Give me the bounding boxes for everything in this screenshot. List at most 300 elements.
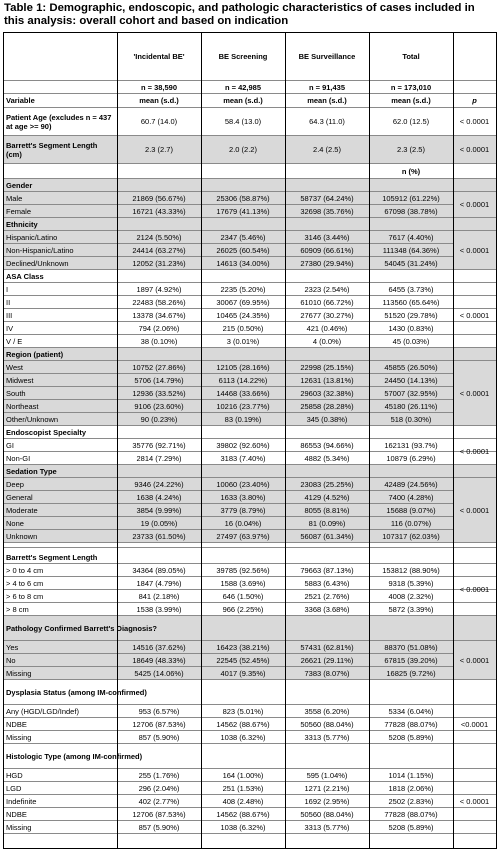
row-label: Unknown [6, 531, 38, 541]
p-value: < 0.0001 [459, 117, 490, 126]
value-cell: 13378 (34.67%) [132, 310, 186, 320]
section-title: Barrett's Segment Length [6, 552, 98, 562]
value-cell: 345 (0.38%) [306, 414, 348, 424]
value-cell: 34364 (89.05%) [132, 565, 186, 575]
value-cell: 17679 (41.13%) [216, 206, 270, 216]
value-cell: 2.0 (2.2) [229, 145, 257, 154]
row-label: No [6, 655, 16, 665]
value-cell: 77828 (88.07%) [384, 809, 438, 819]
row-label: Missing [6, 732, 32, 742]
row-divider [4, 542, 496, 543]
row-label: Any (HGD/LGD/Indef) [6, 706, 79, 716]
row-label: Moderate [6, 505, 38, 515]
value-cell: 116 (0.07%) [390, 518, 432, 528]
percent-header-row [4, 164, 496, 178]
blank [117, 164, 201, 178]
value-cell: 60.7 (14.0) [140, 117, 178, 126]
table-row [4, 577, 496, 589]
table-row [4, 731, 496, 743]
value-cell: 24414 (63.27%) [132, 245, 186, 255]
value-cell: 77828 (88.07%) [384, 719, 438, 729]
value-cell: 953 (6.57%) [138, 706, 180, 716]
row-label: LGD [6, 783, 22, 793]
n-count: n = 91,435 [308, 82, 346, 92]
value-cell: 39802 (92.60%) [216, 440, 270, 450]
value-cell: 1897 (4.92%) [136, 284, 182, 294]
value-cell: 3558 (6.20%) [304, 706, 350, 716]
value-cell: 2.3 (2.5) [397, 145, 425, 154]
table-row [4, 718, 496, 730]
value-cell: 153812 (88.90%) [382, 565, 440, 575]
value-cell: 5883 (6.43%) [304, 578, 350, 588]
value-cell: 64.3 (11.0) [309, 117, 345, 126]
section-title: ASA Class [6, 271, 44, 281]
section-header [4, 465, 496, 477]
table-row [4, 782, 496, 794]
table-row [4, 309, 496, 321]
value-cell: 5208 (5.89%) [388, 822, 434, 832]
value-cell: 4882 (5.34%) [304, 453, 350, 463]
column-header: 'Incidental BE' [133, 52, 185, 61]
value-cell: 1038 (6.32%) [220, 732, 266, 742]
row-label: Deep [6, 479, 24, 489]
table-row [4, 491, 496, 503]
column-header: BE Surveillance [298, 52, 356, 61]
value-cell: 61010 (66.72%) [300, 297, 354, 307]
value-cell: 113560 (65.64%) [382, 297, 440, 307]
value-cell: 51520 (29.78%) [384, 310, 438, 320]
section-header [4, 348, 496, 360]
value-cell: 79663 (87.13%) [300, 565, 354, 575]
value-cell: 7400 (4.28%) [388, 492, 434, 502]
value-cell: 10879 (6.29%) [386, 453, 436, 463]
value-cell: 67815 (39.20%) [384, 655, 438, 665]
row-label: Barrett's Segment Length (cm) [6, 140, 98, 159]
value-cell: 58737 (64.24%) [300, 193, 354, 203]
table-row [4, 517, 496, 529]
table-row [4, 335, 496, 347]
value-cell: 107317 (62.03%) [382, 531, 440, 541]
value-cell: 2814 (7.29%) [136, 453, 182, 463]
table-row [4, 361, 496, 373]
column-rule [369, 33, 370, 848]
data-table [3, 32, 497, 849]
value-cell: 22998 (25.15%) [300, 362, 354, 372]
table-row [4, 603, 496, 615]
section-header [4, 744, 496, 768]
table-row [4, 478, 496, 490]
value-cell: 966 (2.25%) [222, 604, 264, 614]
value-cell: 162131 (93.7%) [384, 440, 438, 450]
value-cell: 45855 (26.50%) [384, 362, 438, 372]
value-cell: 12936 (33.52%) [132, 388, 186, 398]
value-cell: 23733 (61.50%) [132, 531, 186, 541]
value-cell: 67098 (38.78%) [384, 206, 438, 216]
value-cell: 2323 (2.54%) [304, 284, 350, 294]
section-header [4, 551, 496, 563]
table-row [4, 192, 496, 204]
row-label: Patient Age (excludes n = 437 at age >= 90) [6, 112, 112, 131]
value-cell: 26621 (29.11%) [300, 655, 354, 665]
section-title: Endoscopist Specialty [6, 427, 87, 437]
row-label: Declined/Unknown [6, 258, 69, 268]
p-value: < 0.0001 [459, 585, 490, 594]
value-cell: 83 (0.19%) [224, 414, 262, 424]
value-cell: 21869 (56.67%) [132, 193, 186, 203]
value-cell: 111348 (64.36%) [382, 245, 440, 255]
value-cell: 4017 (9.35%) [220, 668, 266, 678]
p-value: < 0.0001 [453, 361, 496, 425]
row-label: II [6, 297, 11, 307]
table-row [4, 108, 496, 135]
value-cell: 7383 (8.07%) [304, 668, 350, 678]
row-label: South [6, 388, 26, 398]
value-cell: 794 (2.06%) [138, 323, 180, 333]
value-cell: 90 (0.23%) [140, 414, 178, 424]
section-title: Gender [6, 180, 33, 190]
table-row [4, 387, 496, 399]
n-count: n = 42,985 [224, 82, 262, 92]
table-row [4, 654, 496, 666]
value-cell: 1538 (3.99%) [136, 604, 182, 614]
value-cell: 24450 (14.13%) [384, 375, 438, 385]
value-cell: 62.0 (12.5) [392, 117, 430, 126]
n-row-label [4, 81, 117, 93]
value-cell: 16 (0.04%) [224, 518, 262, 528]
column-rule [285, 33, 286, 848]
value-cell: 12105 (28.16%) [216, 362, 270, 372]
section-header [4, 680, 496, 704]
table-row [4, 590, 496, 602]
table-row [4, 795, 496, 807]
value-cell: 50560 (88.04%) [300, 719, 354, 729]
value-cell: 2235 (5.20%) [220, 284, 266, 294]
value-cell: 5425 (14.06%) [134, 668, 184, 678]
value-cell: 421 (0.46%) [306, 323, 348, 333]
value-cell: 32698 (35.76%) [300, 206, 354, 216]
table-row [4, 439, 496, 451]
row-label: HGD [6, 770, 23, 780]
value-cell: 57431 (62.81%) [300, 642, 354, 652]
p-value: < 0.0001 [453, 478, 496, 542]
value-cell: 5706 (14.79%) [134, 375, 184, 385]
value-cell: 9318 (5.39%) [388, 578, 434, 588]
section-title: Histologic Type (among IM-confirmed) [6, 751, 143, 761]
table-row [4, 283, 496, 295]
table-caption: Table 1: Demographic, endoscopic, and pathologic characteristics of cases included in this analysis: overall cohort and based on indication [4, 2, 475, 27]
value-cell: 12706 (87.53%) [132, 719, 186, 729]
value-cell: 27677 (30.27%) [300, 310, 354, 320]
corner-cell [4, 33, 117, 80]
value-cell: 27380 (29.94%) [300, 258, 354, 268]
row-label: > 8 cm [6, 604, 29, 614]
value-cell: 86553 (94.66%) [300, 440, 354, 450]
value-cell: 14613 (34.00%) [216, 258, 270, 268]
row-label: General [6, 492, 33, 502]
value-cell: 16423 (38.21%) [216, 642, 270, 652]
value-cell: 19 (0.05%) [140, 518, 178, 528]
section-title: Ethnicity [6, 219, 38, 229]
value-cell: 2.3 (2.7) [145, 145, 173, 154]
value-cell: 50560 (88.04%) [300, 809, 354, 819]
value-cell: 4129 (4.52%) [304, 492, 350, 502]
p-value: < 0.0001 [459, 145, 490, 154]
value-cell: 12706 (87.53%) [132, 809, 186, 819]
value-cell: 10752 (27.86%) [132, 362, 186, 372]
stat-header: mean (s.d.) [307, 96, 347, 105]
row-divider [4, 547, 496, 548]
p-value: < 0.0001 [453, 192, 496, 217]
value-cell: 857 (5.90%) [138, 732, 180, 742]
value-cell: 6113 (14.22%) [218, 375, 268, 385]
value-cell: 22545 (52.45%) [216, 655, 270, 665]
stat-header: mean (s.d.) [139, 96, 179, 105]
value-cell: 23083 (25.25%) [300, 479, 354, 489]
value-cell: 15688 (9.07%) [386, 505, 436, 515]
value-cell: 3 (0.01%) [226, 336, 260, 346]
table-row [4, 564, 496, 576]
value-cell: 1430 (0.83%) [388, 323, 434, 333]
value-cell: 215 (0.50%) [222, 323, 264, 333]
value-cell: 35776 (92.71%) [132, 440, 186, 450]
row-label: None [6, 518, 24, 528]
p-value: <0.0001 [460, 719, 489, 729]
value-cell: 88370 (51.08%) [384, 642, 438, 652]
value-cell: 27497 (63.97%) [216, 531, 270, 541]
value-cell: 58.4 (13.0) [224, 117, 262, 126]
table-row [4, 136, 496, 163]
n-count: n = 38,590 [140, 82, 178, 92]
value-cell: 4008 (2.32%) [388, 591, 434, 601]
value-cell: 10060 (23.40%) [216, 479, 270, 489]
value-cell: 2.4 (2.5) [313, 145, 341, 154]
value-cell: 30067 (69.95%) [216, 297, 270, 307]
table-row [4, 641, 496, 653]
value-cell: 57007 (32.95%) [384, 388, 438, 398]
value-cell: 6455 (3.73%) [388, 284, 434, 294]
value-cell: 105912 (61.22%) [382, 193, 440, 203]
p-value: < 0.0001 [453, 641, 496, 679]
value-cell: 16825 (9.72%) [386, 668, 436, 678]
value-cell: 3313 (5.77%) [304, 732, 350, 742]
value-cell: 18649 (48.33%) [132, 655, 186, 665]
section-title: Region (patient) [6, 349, 64, 359]
value-cell: 857 (5.90%) [138, 822, 180, 832]
row-label: Other/Unknown [6, 414, 59, 424]
blank [201, 164, 285, 178]
row-label: Non-Hispanic/Latino [6, 245, 74, 255]
value-cell: 518 (0.30%) [390, 414, 432, 424]
value-cell: 823 (5.01%) [222, 706, 264, 716]
row-label: IV [6, 323, 14, 333]
column-header-row [4, 33, 496, 80]
column-rule [201, 33, 202, 848]
value-cell: 251 (1.53%) [222, 783, 264, 793]
p-value: < 0.0001 [453, 231, 496, 269]
table-row [4, 705, 496, 717]
percent-header: n (%) [401, 166, 421, 176]
value-cell: 1818 (2.06%) [388, 783, 434, 793]
value-cell: 22483 (58.26%) [132, 297, 186, 307]
blank [453, 164, 496, 178]
value-cell: 25306 (58.87%) [216, 193, 270, 203]
section-header [4, 179, 496, 191]
value-cell: 4 (0.0%) [312, 336, 342, 346]
value-cell: 2502 (2.83%) [388, 796, 434, 806]
value-cell: 3146 (3.44%) [304, 232, 350, 242]
row-label: West [6, 362, 23, 372]
value-cell: 42489 (24.56%) [384, 479, 438, 489]
value-cell: 646 (1.50%) [222, 591, 264, 601]
section-title: Pathology Confirmed Barrett's Diagnosis? [6, 623, 157, 633]
value-cell: 5334 (6.04%) [388, 706, 434, 716]
value-cell: 1847 (4.79%) [136, 578, 182, 588]
section-title: Sedation Type [6, 466, 57, 476]
value-cell: 14468 (33.66%) [216, 388, 270, 398]
value-cell: 1633 (3.80%) [220, 492, 266, 502]
row-label: GI [6, 440, 14, 450]
row-label: I [6, 284, 9, 294]
value-cell: 296 (2.04%) [138, 783, 180, 793]
section-header [4, 616, 496, 640]
table-row [4, 530, 496, 542]
table-row [4, 667, 496, 679]
value-cell: 12631 (13.81%) [300, 375, 354, 385]
value-cell: 1692 (2.95%) [304, 796, 350, 806]
row-label: III [6, 310, 13, 320]
value-cell: 2521 (2.76%) [304, 591, 350, 601]
table-row [4, 413, 496, 425]
table-row [4, 452, 496, 464]
value-cell: 14516 (37.62%) [132, 642, 186, 652]
row-label: Non-GI [6, 453, 31, 463]
value-cell: 1038 (6.32%) [220, 822, 266, 832]
value-cell: 3183 (7.40%) [220, 453, 266, 463]
row-label: Yes [6, 642, 19, 652]
value-cell: 39785 (92.56%) [216, 565, 270, 575]
column-rule [453, 33, 454, 848]
section-header [4, 270, 496, 282]
value-cell: 45180 (26.11%) [384, 401, 438, 411]
p-value: < 0.0001 [459, 447, 490, 456]
stat-header: mean (s.d.) [223, 96, 263, 105]
n-count: n = 173,010 [390, 82, 432, 92]
column-header: Total [402, 52, 420, 61]
value-cell: 3313 (5.77%) [304, 822, 350, 832]
table-row [4, 205, 496, 217]
row-label: Missing [6, 822, 32, 832]
value-cell: 38 (0.10%) [140, 336, 178, 346]
stat-header: mean (s.d.) [391, 96, 431, 105]
value-cell: 841 (2.18%) [138, 591, 180, 601]
value-cell: 164 (1.00%) [222, 770, 264, 780]
value-cell: 45 (0.03%) [392, 336, 430, 346]
row-label: V / E [6, 336, 23, 346]
value-cell: 2124 (5.50%) [136, 232, 182, 242]
value-cell: 9106 (23.60%) [134, 401, 184, 411]
value-cell: 5208 (5.89%) [388, 732, 434, 742]
value-cell: 81 (0.09%) [308, 518, 346, 528]
value-cell: 10216 (23.77%) [216, 401, 270, 411]
table-row [4, 504, 496, 516]
row-label: > 0 to 4 cm [6, 565, 44, 575]
column-header: BE Screening [218, 52, 268, 61]
value-cell: 3368 (3.68%) [304, 604, 350, 614]
value-cell: 16721 (43.33%) [132, 206, 186, 216]
value-cell: 402 (2.77%) [138, 796, 180, 806]
table-row [4, 296, 496, 308]
table-row [4, 257, 496, 269]
p-value: < 0.0001 [459, 796, 490, 806]
section-header [4, 218, 496, 230]
row-label: NDBE [6, 719, 27, 729]
table-row [4, 821, 496, 833]
value-cell: 25858 (28.28%) [300, 401, 354, 411]
value-cell: 10465 (24.35%) [216, 310, 270, 320]
value-cell: 7617 (4.40%) [388, 232, 434, 242]
value-cell: 12052 (31.23%) [132, 258, 186, 268]
value-cell: 255 (1.76%) [138, 770, 180, 780]
row-label: Indefinite [6, 796, 37, 806]
value-cell: 14562 (88.67%) [216, 809, 270, 819]
table-row [4, 769, 496, 781]
value-cell: 3779 (8.79%) [220, 505, 266, 515]
blank [285, 164, 369, 178]
value-cell: 408 (2.48%) [222, 796, 264, 806]
table-row [4, 231, 496, 243]
row-divider [4, 833, 496, 834]
n-row [4, 81, 496, 93]
table-row [4, 400, 496, 412]
table-row [4, 808, 496, 820]
value-cell: 595 (1.04%) [306, 770, 348, 780]
table-row [4, 374, 496, 386]
blank [4, 164, 117, 178]
value-cell: 3854 (9.99%) [136, 505, 182, 515]
value-cell: 60909 (66.61%) [300, 245, 354, 255]
p-header-blank [453, 33, 496, 80]
value-cell: 8055 (8.81%) [304, 505, 350, 515]
value-cell: 1271 (2.21%) [304, 783, 350, 793]
row-label: > 4 to 6 cm [6, 578, 44, 588]
value-cell: 56087 (61.34%) [300, 531, 354, 541]
value-cell: 9346 (24.22%) [134, 479, 184, 489]
row-label: NDBE [6, 809, 27, 819]
row-label: > 6 to 8 cm [6, 591, 44, 601]
row-label: Missing [6, 668, 32, 678]
variable-header-row [4, 94, 496, 107]
row-label: Male [6, 193, 23, 203]
value-cell: 29603 (32.38%) [300, 388, 354, 398]
value-cell: 2347 (5.46%) [220, 232, 266, 242]
p-value: < 0.0001 [459, 310, 490, 320]
value-cell: 1588 (3.69%) [220, 578, 266, 588]
value-cell: 14562 (88.67%) [216, 719, 270, 729]
n-row-p [453, 81, 496, 93]
value-cell: 5872 (3.39%) [388, 604, 434, 614]
value-cell: 1638 (4.24%) [136, 492, 182, 502]
row-label: Northeast [6, 401, 39, 411]
column-rule [117, 33, 118, 848]
p-header: p [472, 96, 477, 105]
table-row [4, 244, 496, 256]
value-cell: 26025 (60.54%) [216, 245, 270, 255]
section-header [4, 426, 496, 438]
variable-header: Variable [6, 96, 35, 105]
row-label: Hispanic/Latino [6, 232, 58, 242]
row-label: Female [6, 206, 32, 216]
value-cell: 54045 (31.24%) [384, 258, 438, 268]
